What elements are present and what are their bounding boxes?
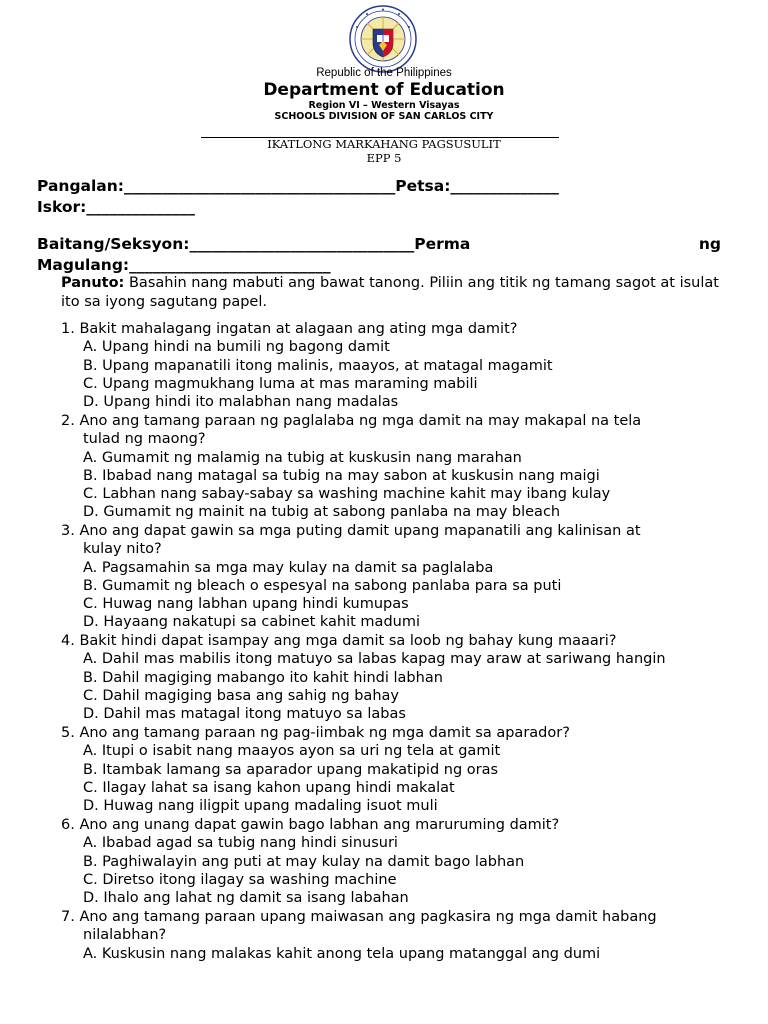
question-stem: 1. Bakit mahalagang ingatan at alagaan ang ating mga damit? (61, 321, 518, 337)
question-stem: 2. Ano ang tamang paraan ng paglalaba ng mga damit na may makapal na tela (61, 413, 642, 429)
question-stem: 5. Ano ang tamang paraan ng pag-iimbak ng mga damit sa aparador? (61, 725, 570, 741)
deped-seal-logo (349, 5, 417, 73)
choice-a: A. Upang hindi na bumili ng bagong damit (83, 339, 390, 356)
name-date-line (37, 177, 559, 195)
choice-b: B. Ibabad nang matagal sa tubig na may sabon at kuskusin nang maigi (83, 467, 600, 484)
choice-d: D. Gumamit ng mainit na tubig at sabong panlaba na may bleach (83, 504, 561, 521)
question-stem-continued: kulay nito? (83, 541, 162, 558)
choice-b: B. Dahil magiging mabango ito kahit hindi labhan (83, 669, 443, 686)
question-stem: 7. Ano ang tamang paraan upang maiwasan ang pagkasira ng mga damit habang (61, 909, 657, 925)
question-4 (61, 632, 731, 723)
region-heading: Region VI – Western Visayas (308, 100, 460, 111)
question-stem-continued: nilalabhan? (83, 927, 167, 944)
department-title: Department of Education (263, 80, 505, 100)
choice-a: A. Kuskusin nang malakas kahit anong tela upang matanggal ang dumi (83, 945, 601, 962)
choice-d: D. Huwag nang iligpit upang madaling isuot muli (83, 798, 438, 815)
choice-b: B. Gumamit ng bleach o espesyal na sabong panlaba para sa puti (83, 577, 562, 594)
section-field: Baitang/Seksyon:_____________________________ (37, 235, 415, 253)
question-6 (61, 816, 731, 907)
choice-c: C. Labhan nang sabay-sabay sa washing machine kahit may ibang kulay (83, 486, 611, 503)
choice-c: C. Dahil magiging basa ang sahig ng bahay (83, 687, 399, 704)
question-2 (61, 412, 731, 522)
question-stem: 6. Ano ang unang dapat gawin bago labhan ang maruruming damit? (61, 817, 560, 833)
choice-a: A. Itupi o isabit nang maayos ayon sa uri ng tela at gamit (83, 743, 501, 760)
choice-b: B. Itambak lamang sa aparador upang makatipid ng oras (83, 761, 499, 778)
choice-a: A. Dahil mas mabilis itong matuyo sa labas kapag may araw at sariwang hangin (83, 651, 666, 668)
republic-heading: Republic of the Philippines (316, 67, 452, 79)
question-stem-continued: tulad ng maong? (83, 431, 206, 448)
question-stem: 4. Bakit hindi dapat isampay ang mga damit sa loob ng bahay kung maaari? (61, 633, 617, 649)
question-7 (61, 908, 731, 963)
question-5 (61, 724, 731, 815)
parent-field: Magulang:__________________________ (37, 256, 331, 274)
question-3 (61, 522, 731, 632)
section-signature-line (37, 235, 721, 253)
choice-d: D. Dahil mas matagal itong matuyo sa labas (83, 706, 406, 723)
choice-d: D. Hayaang nakatupi sa cabinet kahit madumi (83, 614, 420, 631)
score-field: Iskor:______________ (37, 198, 195, 216)
choice-c: C. Upang magmukhang luma at mas maraming mabili (83, 375, 478, 392)
instructions-text: Basahin nang mabuti ang bawat tanong. Piliin ang titik ng tamang sagot at isulat ito sa iyong sagutang papel. (61, 275, 719, 310)
instructions (61, 274, 721, 311)
choice-c: C. Huwag nang labhan upang hindi kumupas (83, 596, 409, 613)
choice-b: B. Upang mapanatili itong malinis, maayos, at matagal magamit (83, 357, 553, 374)
choice-d: D. Upang hindi ito malabhan nang madalas (83, 394, 399, 411)
instructions-label: Panuto: (61, 275, 125, 291)
choice-c: C. Ilagay lahat sa isang kahon upang hindi makalat (83, 779, 455, 796)
choice-b: B. Paghiwalayin ang puti at may kulay na damit bago labhan (83, 853, 525, 870)
name-field: Pangalan:___________________________________ (37, 177, 396, 195)
signature-label-ng: ng (698, 235, 721, 253)
exam-title: IKATLONG MARKAHANG PAGSUSULIT (267, 137, 501, 151)
choice-a: A. Pagsamahin sa mga may kulay na damit sa paglalaba (83, 559, 494, 576)
division-heading: SCHOOLS DIVISION OF SAN CARLOS CITY (274, 111, 494, 122)
date-field: Petsa:______________ (395, 177, 559, 195)
question-1 (61, 320, 731, 411)
choice-c: C. Diretso itong ilagay sa washing machine (83, 871, 397, 888)
question-stem: 3. Ano ang dapat gawin sa mga puting damit upang mapanatili ang kalinisan at (61, 523, 641, 539)
choice-a: A. Gumamit ng malamig na tubig at kuskusin nang marahan (83, 449, 522, 466)
subject-title: EPP 5 (366, 151, 402, 165)
choice-d: D. Ihalo ang lahat ng damit sa isang labahan (83, 890, 409, 907)
choice-a: A. Ibabad agad sa tubig nang hindi sinusuri (83, 835, 398, 852)
signature-label: Perma (414, 235, 471, 253)
